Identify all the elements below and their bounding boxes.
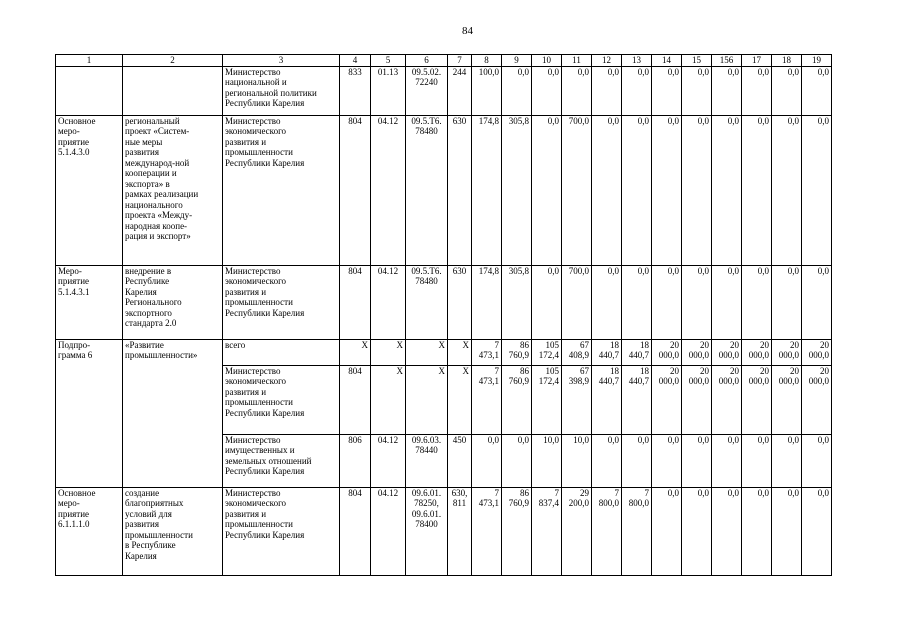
header-cell: 3 [223,55,340,67]
value-cell: 67 408,9 [562,339,592,365]
section-cell: X [371,365,406,434]
section-cell: X [371,339,406,365]
grbs-cell: 804 [340,365,371,434]
value-cell: 0,0 [532,265,562,339]
value-cell: 7 800,0 [592,487,622,575]
value-cell: 86 760,9 [502,487,532,575]
value-cell: 7 837,4 [532,487,562,575]
executor-cell: Министерство национальной и региональной политики Республики Карелия [223,66,340,115]
header-cell: 14 [652,55,682,67]
header-cell: 17 [742,55,772,67]
target-article-cell: 09.5.Т6. 78480 [406,265,448,339]
value-cell: 0,0 [592,66,622,115]
executor-cell: Министерство экономического развития и промышленности Республики Карелия [223,265,340,339]
value-cell: 0,0 [682,487,712,575]
value-cell: 86 760,9 [502,339,532,365]
value-cell: 0,0 [712,66,742,115]
value-cell: 700,0 [562,265,592,339]
value-cell: 0,0 [682,115,712,265]
value-cell: 20 000,0 [712,339,742,365]
executor-cell: Министерство экономического развития и промышленности Республики Карелия [223,365,340,434]
header-cell: 8 [472,55,502,67]
value-cell: 20 000,0 [742,365,772,434]
value-cell: 0,0 [772,66,802,115]
value-cell: 0,0 [622,115,652,265]
value-cell: 174,8 [472,115,502,265]
value-cell: 20 000,0 [772,365,802,434]
value-cell: 700,0 [562,115,592,265]
target-article-cell: X [406,365,448,434]
value-cell: 0,0 [652,434,682,487]
value-cell: 105 172,4 [532,365,562,434]
section-cell: 04.12 [371,487,406,575]
value-cell: 0,0 [742,434,772,487]
value-cell: 0,0 [532,66,562,115]
measure-code-cell: Основное меро- приятие 5.1.4.3.0 [56,115,123,265]
value-cell: 0,0 [502,66,532,115]
value-cell: 0,0 [532,115,562,265]
header-cell: 156 [712,55,742,67]
header-cell: 12 [592,55,622,67]
grbs-cell: 804 [340,487,371,575]
grbs-cell: 804 [340,115,371,265]
measure-code-cell: Основное меро- приятие 6.1.1.1.0 [56,487,123,575]
value-cell: 7 473,1 [472,339,502,365]
measure-name-cell: создание благоприятных условий для развития промышленности в Республике Карелия [123,487,223,575]
value-cell: 18 440,7 [592,365,622,434]
grbs-cell: X [340,339,371,365]
expense-type-cell: X [448,339,472,365]
target-article-cell: 09.5.02. 72240 [406,66,448,115]
target-article-cell: 09.5.Т6. 78480 [406,115,448,265]
value-cell: 0,0 [682,434,712,487]
value-cell: 0,0 [502,434,532,487]
expense-type-cell: 450 [448,434,472,487]
header-cell: 19 [802,55,832,67]
value-cell: 7 800,0 [622,487,652,575]
value-cell: 174,8 [472,265,502,339]
expense-type-cell: 630, 811 [448,487,472,575]
measure-name-cell [123,66,223,115]
executor-cell: Министерство экономического развития и промышленности Республики Карелия [223,115,340,265]
header-cell: 4 [340,55,371,67]
budget-table [55,54,832,576]
header-cell: 10 [532,55,562,67]
value-cell: 0,0 [622,265,652,339]
value-cell: 0,0 [562,66,592,115]
measure-code-cell [56,66,123,115]
value-cell: 20 000,0 [802,365,832,434]
value-cell: 0,0 [622,66,652,115]
value-cell: 0,0 [712,265,742,339]
value-cell: 0,0 [802,66,832,115]
value-cell: 20 000,0 [712,365,742,434]
value-cell: 100,0 [472,66,502,115]
value-cell: 0,0 [682,265,712,339]
measure-code-cell: Подпро- грамма 6 [56,339,123,487]
value-cell: 20 000,0 [772,339,802,365]
header-cell: 11 [562,55,592,67]
value-cell: 0,0 [772,265,802,339]
value-cell: 305,8 [502,265,532,339]
value-cell: 18 440,7 [592,339,622,365]
value-cell: 0,0 [652,66,682,115]
value-cell: 86 760,9 [502,365,532,434]
section-cell: 01.13 [371,66,406,115]
value-cell: 67 398,9 [562,365,592,434]
header-cell: 18 [772,55,802,67]
value-cell: 305,8 [502,115,532,265]
target-article-cell: 09.6.01. 78250, 09.6.01. 78400 [406,487,448,575]
table-row [56,265,832,339]
value-cell: 20 000,0 [652,365,682,434]
expense-type-cell: 244 [448,66,472,115]
value-cell: 0,0 [742,115,772,265]
value-cell: 0,0 [592,434,622,487]
header-cell: 15 [682,55,712,67]
value-cell: 0,0 [622,434,652,487]
value-cell: 10,0 [562,434,592,487]
value-cell: 0,0 [652,265,682,339]
executor-cell: Министерство экономического развития и промышленности Республики Карелия [223,487,340,575]
expense-type-cell: 630 [448,265,472,339]
value-cell: 0,0 [802,115,832,265]
table-row [56,487,832,575]
grbs-cell: 806 [340,434,371,487]
section-cell: 04.12 [371,265,406,339]
measure-name-cell: региональный проект «Систем- ные меры развития международ-ной кооперации и экспорта» в рамках реализации национального проекта «Между- народная коопе- рация и экспорт» [123,115,223,265]
table-row [56,115,832,265]
page-number: 84 [462,25,473,37]
value-cell: 0,0 [772,115,802,265]
value-cell: 0,0 [712,115,742,265]
executor-cell: Министерство имущественных и земельных отношений Республики Карелия [223,434,340,487]
expense-type-cell: 630 [448,115,472,265]
header-cell: 9 [502,55,532,67]
table-header-row [56,55,832,67]
value-cell: 0,0 [652,487,682,575]
section-cell: 04.12 [371,115,406,265]
target-article-cell: 09.6.03. 78440 [406,434,448,487]
value-cell: 0,0 [592,115,622,265]
value-cell: 10,0 [532,434,562,487]
value-cell: 20 000,0 [682,339,712,365]
value-cell: 0,0 [592,265,622,339]
value-cell: 0,0 [772,434,802,487]
value-cell: 0,0 [772,487,802,575]
measure-code-cell: Меро- приятие 5.1.4.3.1 [56,265,123,339]
table-row [56,339,832,365]
value-cell: 7 473,1 [472,487,502,575]
value-cell: 20 000,0 [742,339,772,365]
target-article-cell: X [406,339,448,365]
value-cell: 0,0 [802,265,832,339]
header-cell: 2 [123,55,223,67]
measure-name-cell: «Развитие промышленности» [123,339,223,487]
value-cell: 0,0 [742,487,772,575]
value-cell: 0,0 [742,66,772,115]
grbs-cell: 804 [340,265,371,339]
value-cell: 18 440,7 [622,365,652,434]
value-cell: 0,0 [652,115,682,265]
section-cell: 04.12 [371,434,406,487]
measure-name-cell: внедрение в Республике Карелия Регионального экспортного стандарта 2.0 [123,265,223,339]
value-cell: 105 172,4 [532,339,562,365]
expense-type-cell: X [448,365,472,434]
value-cell: 0,0 [802,434,832,487]
value-cell: 7 473,1 [472,365,502,434]
value-cell: 0,0 [712,434,742,487]
value-cell: 0,0 [472,434,502,487]
value-cell: 20 000,0 [802,339,832,365]
header-cell: 6 [406,55,448,67]
value-cell: 20 000,0 [652,339,682,365]
table-row [56,66,832,115]
header-cell: 13 [622,55,652,67]
grbs-cell: 833 [340,66,371,115]
executor-cell: всего [223,339,340,365]
value-cell: 18 440,7 [622,339,652,365]
header-cell: 7 [448,55,472,67]
value-cell: 0,0 [742,265,772,339]
value-cell: 0,0 [802,487,832,575]
header-cell: 1 [56,55,123,67]
value-cell: 20 000,0 [682,365,712,434]
value-cell: 29 200,0 [562,487,592,575]
value-cell: 0,0 [712,487,742,575]
value-cell: 0,0 [682,66,712,115]
header-cell: 5 [371,55,406,67]
